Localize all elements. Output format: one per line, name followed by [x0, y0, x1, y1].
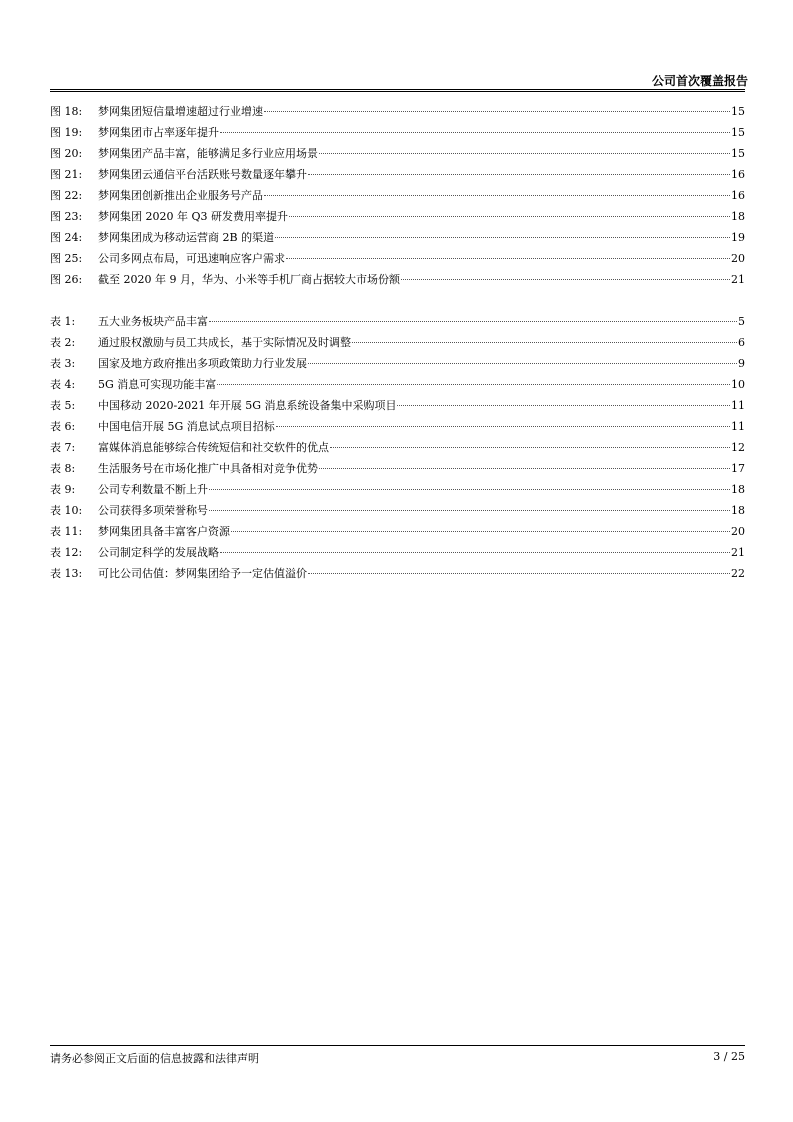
toc-dot-leader — [286, 258, 730, 259]
toc-entry-page-number: 15 — [731, 147, 745, 160]
figure-toc-entry[interactable] — [50, 269, 745, 290]
table-toc-entry[interactable] — [50, 353, 745, 374]
toc-entry-label: 表 3: — [50, 357, 76, 370]
table-toc-entry[interactable] — [50, 437, 745, 458]
toc-dot-leader — [209, 321, 737, 322]
toc-entry-label: 图 23: — [50, 210, 83, 223]
toc-entry-title: 通过股权激励与员工共成长，基于实际情况及时调整 — [98, 336, 351, 349]
toc-entry-page-number: 18 — [731, 210, 745, 223]
table-list — [50, 311, 745, 584]
toc-dot-leader — [231, 531, 730, 532]
toc-entry-title: 梦网集团创新推出企业服务号产品 — [98, 189, 263, 202]
toc-entry-label: 图 24: — [50, 231, 83, 244]
toc-entry-page-number: 11 — [731, 399, 745, 412]
page-indicator: 3 / 25 — [713, 1050, 745, 1063]
toc-entry-page-number: 6 — [738, 336, 745, 349]
toc-dot-leader — [401, 279, 730, 280]
toc-entry-page-number: 15 — [731, 126, 745, 139]
toc-dot-leader — [289, 216, 730, 217]
toc-entry-page-number: 11 — [731, 420, 745, 433]
report-type-title: 公司首次覆盖报告 — [651, 74, 748, 88]
toc-entry-page-number: 22 — [731, 567, 745, 580]
footer-disclaimer: 请务必参阅正文后面的信息披露和法律声明 — [50, 1052, 259, 1065]
toc-entry-page-number: 18 — [731, 504, 745, 517]
toc-dot-leader — [330, 447, 730, 448]
figure-toc-entry[interactable] — [50, 143, 745, 164]
figure-toc-entry[interactable] — [50, 185, 745, 206]
toc-dot-leader — [275, 237, 730, 238]
toc-entry-label: 表 10: — [50, 504, 83, 517]
toc-entry-page-number: 10 — [731, 378, 745, 391]
toc-entry-title: 梦网集团短信量增速超过行业增速 — [98, 105, 263, 118]
toc-entry-page-number: 5 — [738, 315, 745, 328]
toc-entry-label: 表 2: — [50, 336, 76, 349]
toc-entry-page-number: 9 — [738, 357, 745, 370]
toc-entry-title: 截至 2020 年 9 月，华为、小米等手机厂商占据较大市场份额 — [98, 273, 400, 286]
table-toc-entry[interactable] — [50, 521, 745, 542]
toc-dot-leader — [308, 174, 730, 175]
toc-dot-leader — [209, 489, 730, 490]
toc-entry-page-number: 20 — [731, 252, 745, 265]
toc-entry-label: 表 12: — [50, 546, 83, 559]
toc-entry-title: 中国移动 2020-2021 年开展 5G 消息系统设备集中采购项目 — [98, 399, 397, 412]
toc-dot-leader — [264, 111, 730, 112]
header-divider — [50, 89, 745, 90]
figure-toc-entry[interactable] — [50, 248, 745, 269]
figure-toc-entry[interactable] — [50, 101, 745, 122]
toc-entry-page-number: 18 — [731, 483, 745, 496]
toc-entry-title: 5G 消息可实现功能丰富 — [98, 378, 217, 391]
table-toc-entry[interactable] — [50, 332, 745, 353]
figure-toc-entry[interactable] — [50, 227, 745, 248]
toc-entry-label: 图 22: — [50, 189, 83, 202]
toc-dot-leader — [319, 153, 730, 154]
header-divider-secondary — [50, 91, 745, 92]
toc-entry-title: 公司获得多项荣誉称号 — [98, 504, 208, 517]
figure-toc-entry[interactable] — [50, 122, 745, 143]
toc-entry-label: 图 25: — [50, 252, 83, 265]
toc-entry-title: 五大业务板块产品丰富 — [98, 315, 208, 328]
toc-entry-title: 梦网集团 2020 年 Q3 研发费用率提升 — [98, 210, 288, 223]
toc-entry-label: 表 4: — [50, 378, 76, 391]
table-toc-entry[interactable] — [50, 500, 745, 521]
toc-entry-label: 表 5: — [50, 399, 76, 412]
toc-entry-title: 公司多网点布局，可迅速响应客户需求 — [98, 252, 285, 265]
table-toc-entry[interactable] — [50, 416, 745, 437]
toc-entry-label: 表 13: — [50, 567, 83, 580]
toc-entry-label: 表 9: — [50, 483, 76, 496]
toc-entry-title: 中国电信开展 5G 消息试点项目招标 — [98, 420, 275, 433]
figure-toc-entry[interactable] — [50, 164, 745, 185]
toc-dot-leader — [264, 195, 730, 196]
figure-toc-entry[interactable] — [50, 206, 745, 227]
toc-dot-leader — [308, 363, 737, 364]
table-toc-entry[interactable] — [50, 458, 745, 479]
toc-entry-page-number: 21 — [731, 273, 745, 286]
toc-entry-label: 图 19: — [50, 126, 83, 139]
toc-entry-label: 表 6: — [50, 420, 76, 433]
toc-entry-label: 表 1: — [50, 315, 76, 328]
table-toc-entry[interactable] — [50, 374, 745, 395]
toc-dot-leader — [397, 405, 730, 406]
toc-entry-title: 公司制定科学的发展战略 — [98, 546, 219, 559]
toc-entry-title: 梦网集团市占率逐年提升 — [98, 126, 219, 139]
toc-entry-page-number: 12 — [731, 441, 745, 454]
footer-divider — [50, 1045, 745, 1046]
toc-entry-title: 生活服务号在市场化推广中具备相对竞争优势 — [98, 462, 318, 475]
toc-entry-title: 梦网集团具备丰富客户资源 — [98, 525, 230, 538]
toc-entry-page-number: 21 — [731, 546, 745, 559]
toc-dot-leader — [217, 384, 730, 385]
toc-entry-label: 表 8: — [50, 462, 76, 475]
table-toc-entry[interactable] — [50, 395, 745, 416]
table-toc-entry[interactable] — [50, 479, 745, 500]
toc-entry-label: 图 21: — [50, 168, 83, 181]
table-toc-entry[interactable] — [50, 563, 745, 584]
toc-dot-leader — [220, 552, 730, 553]
table-toc-entry[interactable] — [50, 311, 745, 332]
toc-entry-page-number: 16 — [731, 168, 745, 181]
toc-dot-leader — [352, 342, 737, 343]
toc-entry-page-number: 15 — [731, 105, 745, 118]
toc-entry-page-number: 19 — [731, 231, 745, 244]
toc-entry-title: 可比公司估值：梦网集团给予一定估值溢价 — [98, 567, 307, 580]
toc-entry-title: 梦网集团云通信平台活跃账号数量逐年攀升 — [98, 168, 307, 181]
toc-entry-title: 梦网集团成为移动运营商 2B 的渠道 — [98, 231, 275, 244]
toc-entry-page-number: 17 — [731, 462, 745, 475]
toc-entry-label: 表 7: — [50, 441, 76, 454]
toc-entry-label: 图 20: — [50, 147, 83, 160]
toc-entry-title: 梦网集团产品丰富，能够满足多行业应用场景 — [98, 147, 318, 160]
toc-entry-title: 公司专利数量不断上升 — [98, 483, 208, 496]
toc-entry-title: 富媒体消息能够综合传统短信和社交软件的优点 — [98, 441, 329, 454]
toc-dot-leader — [276, 426, 730, 427]
toc-entry-label: 图 26: — [50, 273, 83, 286]
toc-dot-leader — [209, 510, 730, 511]
toc-dot-leader — [319, 468, 730, 469]
toc-dot-leader — [220, 132, 730, 133]
toc-entry-label: 表 11: — [50, 525, 83, 538]
toc-entry-page-number: 20 — [731, 525, 745, 538]
figure-list — [50, 101, 745, 290]
table-toc-entry[interactable] — [50, 542, 745, 563]
toc-entry-label: 图 18: — [50, 105, 83, 118]
toc-entry-title: 国家及地方政府推出多项政策助力行业发展 — [98, 357, 307, 370]
toc-entry-page-number: 16 — [731, 189, 745, 202]
toc-dot-leader — [308, 573, 730, 574]
